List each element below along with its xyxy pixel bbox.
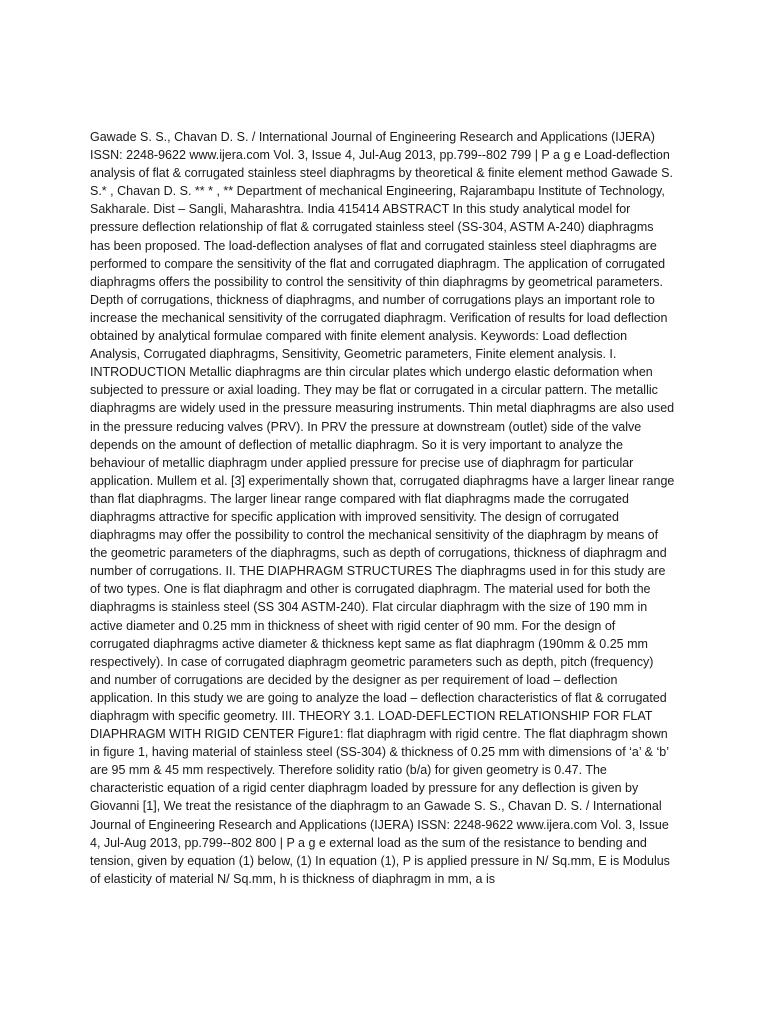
document-body-text: Gawade S. S., Chavan D. S. / International Journal of Engineering Research and Applications (IJERA) ISSN: 2248-9622 www.ijera.com Vol. 3, Issue 4, Jul-Aug 2013, pp.799--802 799 | P a g e Load-deflection analysis of flat & corrugated stainless steel diaphragms by theoretical & finite element method Gawade S. S.* , Chavan D. S. ** * , ** Department of mechanical Engineering, Rajarambapu Institute of Technology, Sakharale. Dist – Sangli, Maharashtra. India 415414 ABSTRACT In this study analytical model for pressure deflection relationship of flat & corrugated stainless steel (SS-304, ASTM A-240) diaphragms has been proposed. The load-deflection analyses of flat and corrugated stainless steel diaphragms are performed to compare the sensitivity of the flat and corrugated diaphragm. The application of corrugated diaphragms offers the possibility to control the sensitivity of thin diaphragms by geometrical parameters. Depth of corrugations, thickness of diaphragms, and number of corrugations plays an important role to increase the mechanical sensitivity of the corrugated diaphragm. Verification of results for load deflection obtained by analytical formulae compared with finite element analysis. Keywords: Load deflection Analysis, Corrugated diaphragms, Sensitivity, Geometric parameters, Finite element analysis. I. INTRODUCTION Metallic diaphragms are thin circular plates which undergo elastic deformation when subjected to pressure or axial loading. They may be flat or corrugated in a circular pattern. The metallic diaphragms are widely used in the pressure measuring instruments. Thin metal diaphragms are also used in the pressure reducing valves (PRV). In PRV the pressure at downstream (outlet) side of the valve depends on the amount of deflection of metallic diaphragm. So it is very important to analyze the behaviour of metallic diaphragm under applied pressure for precise use of diaphragm for particular application. Mullem et al. [3] experimentally shown that, corrugated diaphragms have a larger linear range than flat diaphragms. The larger linear range compared with flat diaphragms made the corrugated diaphragms attractive for specific application with improved sensitivity. The design of corrugated diaphragms may offer the possibility to control the mechanical sensitivity of the diaphragm by means of the geometric parameters of the diaphragms, such as depth of corrugations, thickness of diaphragm and number of corrugations. II. THE DIAPHRAGM STRUCTURES The diaphragms used in for this study are of two types. One is flat diaphragm and other is corrugated diaphragm. The material used for both the diaphragms is stainless steel (SS 304 ASTM-240). Flat circular diaphragm with the size of 190 mm in active diameter and 0.25 mm in thickness of sheet with rigid center of 90 mm. For the design of corrugated diaphragms active diameter & thickness kept same as flat diaphragm (190mm & 0.25 mm respectively). In case of corrugated diaphragm geometric parameters such as depth, pitch (frequency) and number of corrugations are decided by the designer as per requirement of load – deflection application. In this study we are going to analyze the load – deflection characteristics of flat & corrugated diaphragm with specific geometry. III. THEORY 3.1. LOAD-DEFLECTION RELATIONSHIP FOR FLAT DIAPHRAGM WITH RIGID CENTER Figure1: flat diaphragm with rigid centre. The flat diaphragm shown in figure 1, having material of stainless steel (SS-304) & thickness of 0.25 mm with dimensions of ‘a’ & ‘b’ are 95 mm & 45 mm respectively. Therefore solidity ratio (b/a) for given geometry is 0.47. The characteristic equation of a rigid center diaphragm loaded by pressure for any deflection is given by Giovanni [1], We treat the resistance of the diaphragm to an Gawade S. S., Chavan D. S. / International Journal of Engineering Research and Applications (IJERA) ISSN: 2248-9622 www.ijera.com Vol. 3, Issue 4, Jul-Aug 2013, pp.799--802 800 | P a g e external load as the sum of the resistance to bending and tension, given by equation (1) below, (1) In equation (1), P is applied pressure in N/ Sq.mm, E is Modulus of elasticity of material N/ Sq.mm, h is thickness of diaphragm in mm, a is	[90, 130, 675, 886]
document-page	[90, 128, 676, 898]
